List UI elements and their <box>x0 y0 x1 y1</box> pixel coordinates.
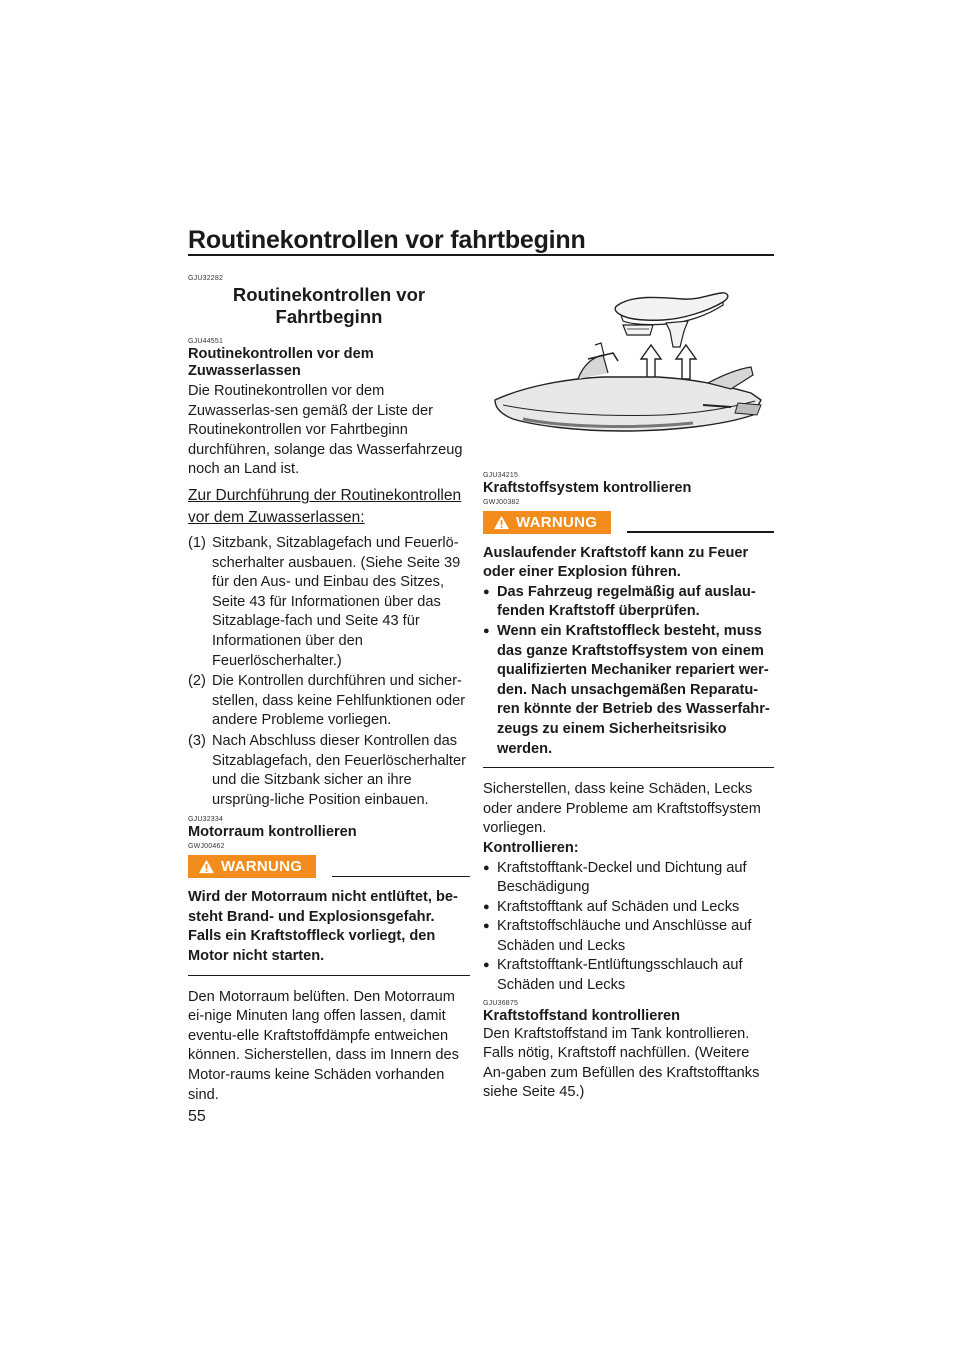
section-code: GJU36875 <box>483 999 519 1007</box>
section-body: Den Kraftstoffstand im Tank kontrollieren. Falls nötig, Kraftstoff nachfüllen. (Weitere An-gaben zum Befüllen des Kraftstofftanks siehe Seite 45.) <box>483 1025 760 1101</box>
warning-lead: Auslaufender Kraftstoff kann zu Feuer oder einer Explosion führen. <box>483 544 749 581</box>
section-title: Kraftstoffstand kontrollieren <box>483 1007 681 1024</box>
warning-bullet <box>483 622 774 759</box>
procedure-step <box>188 732 470 810</box>
left-column <box>188 275 470 1105</box>
check-item <box>483 956 774 995</box>
section-code: GJU34215 <box>483 471 519 479</box>
warning-badge <box>188 855 316 878</box>
bullet-icon: ● <box>483 900 490 913</box>
warning-triangle-icon <box>493 515 510 530</box>
step-number: (3) <box>188 732 206 749</box>
check-item <box>483 917 774 956</box>
section-code: GJU44551 <box>188 338 224 345</box>
warning-header <box>188 855 470 878</box>
step-text: Die Kontrollen durchführen und sicher-stellen, dass keine Fehlfunktionen oder andere Probleme vorliegen. <box>212 673 466 729</box>
check-label: Kontrollieren: <box>483 839 579 856</box>
bullet-icon: ● <box>483 861 490 874</box>
check-item-text: Kraftstofftank-Deckel und Dichtung auf Beschädigung <box>497 859 747 896</box>
procedure-subheading: Zur Durchführung der Routinekontrollen vor dem Zuwasserlassen: <box>188 486 462 526</box>
header-rule <box>188 254 774 256</box>
page-header <box>188 226 774 254</box>
check-item-text: Kraftstoffschläuche und Anschlüsse auf Schäden und Lecks <box>497 918 752 954</box>
chapter-title <box>188 284 470 328</box>
section-title <box>188 346 470 380</box>
chapter-title-line2: Fahrtbeginn <box>275 306 383 327</box>
warning-text <box>483 534 774 769</box>
section-code: GJU32334 <box>188 816 224 824</box>
warning-text: Wird der Motorraum nicht entlüftet, be-steht Brand- und Explosionsgefahr. Falls ein Kraftstoffleck vorliegt, den Motor nicht starten. <box>188 878 470 975</box>
section-title: Motorraum kontrollieren <box>188 824 357 841</box>
warning-rule <box>332 876 470 878</box>
warning-rule <box>627 531 774 533</box>
warning-header <box>483 511 774 534</box>
step-text: Sitzbank, Sitzablagefach und Feuerlö-scherhalter ausbauen. (Siehe Seite 39 für den Aus- und Einbau des Sitzes, Seite 43 für Informationen über das Sitzablage-fach und Seite 43 für Informationen über den Feuerlöscherhalter.) <box>212 534 461 669</box>
warning-label: WARNUNG <box>221 858 303 876</box>
check-item <box>483 859 774 898</box>
check-item-text: Kraftstofftank auf Schäden und Lecks <box>497 898 740 915</box>
bullet-text: Wenn ein Kraftstoffleck besteht, muss das ganze Kraftstoffsystem von einem qualifizierten Mechaniker repariert wer-den. Nach unsachgemäßen Reparatu-ren könnte der Betrieb des Wasserfahr-zeugs zu einem Sicherheitsrisiko werden. <box>497 622 770 757</box>
step-number: (2) <box>188 673 206 690</box>
chapter-code: GJU32282 <box>188 275 224 282</box>
check-item <box>483 898 774 918</box>
section-title: Kraftstoffsystem kontrollieren <box>483 479 692 496</box>
right-column <box>483 275 774 1103</box>
bullet-icon: ● <box>483 920 490 933</box>
page-header-title: Routinekontrollen vor fahrtbeginn <box>188 226 586 254</box>
warning-code: GWJ00462 <box>188 843 225 851</box>
procedure-step <box>188 534 470 671</box>
page-number: 55 <box>188 1108 206 1125</box>
step-number: (1) <box>188 534 206 551</box>
section-body: Den Motorraum belüften. Den Motorraum ei-nige Minuten lang offen lassen, damit eventu-elle Kraftstoffdämpfe entweichen können. Sicherstellen, dass im Innern des Motor-raums keine Schäden vorhanden sind. <box>188 988 459 1103</box>
warning-label: WARNUNG <box>516 513 598 531</box>
section-body: Sicherstellen, dass keine Schäden, Lecks oder andere Probleme am Kraftstoffsystem vorliegen. <box>483 781 761 837</box>
bullet-text: Das Fahrzeug regelmäßig auf auslau-fenden Kraftstoff überprüfen. <box>497 583 756 620</box>
bullet-icon: ● <box>483 585 490 598</box>
bullet-icon: ● <box>483 959 490 972</box>
chapter-title-line1: Routinekontrollen vor <box>232 284 426 305</box>
warning-code: GWJ00382 <box>483 498 520 506</box>
procedure-step <box>188 672 470 731</box>
section-title-line1: Routinekontrollen vor dem <box>188 346 374 362</box>
warning-bullet <box>483 583 774 622</box>
warning-badge <box>483 511 611 534</box>
step-text: Nach Abschluss dieser Kontrollen das Sitzablagefach, den Feuerlöscherhalter und die Sitzbank sicher an ihre ursprüng-liche Position einbauen. <box>212 732 466 808</box>
warning-triangle-icon <box>198 859 215 874</box>
bullet-icon: ● <box>483 624 490 637</box>
watercraft-seat-removal-illustration <box>483 275 774 455</box>
section-intro: Die Routinekontrollen vor dem Zuwasserlas-sen gemäß der Liste der Routinekontrollen vor Fahrtbeginn durchführen, solange das Wasserfahrzeug noch an Land ist. <box>188 383 463 478</box>
check-item-text: Kraftstofftank-Entlüftungsschlauch auf Schäden und Lecks <box>497 957 743 994</box>
section-title-line2: Zuwasserlassen <box>188 363 301 379</box>
